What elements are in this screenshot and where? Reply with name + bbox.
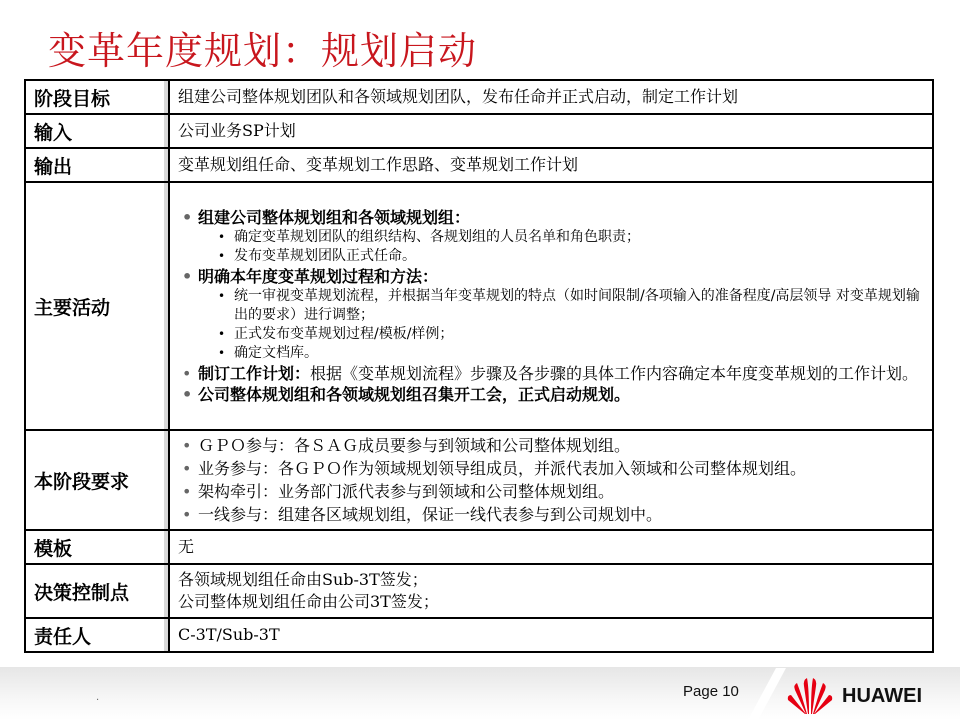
owner-value: C-3T/Sub-3T — [169, 618, 933, 652]
activities-list — [178, 207, 928, 405]
list-item: • 确定文档库。 — [178, 344, 928, 363]
table-row — [25, 80, 933, 114]
footer-slash-decoration — [746, 668, 786, 720]
requirements-label: 本阶段要求 — [25, 430, 169, 530]
list-item: • 确定变革规划团队的组织结构、各规划组的人员名单和角色职责； — [178, 228, 928, 247]
plan-heading: 制订工作计划： — [198, 364, 311, 383]
template-value: 无 — [169, 530, 933, 564]
list-item: • 业务参与：各ＧＰＯ作为领域规划领导组成员，并派代表加入领域和公司整体规划组。 — [178, 457, 928, 480]
table-row — [25, 148, 933, 182]
list-item — [178, 363, 928, 384]
list-item: • 明确本年度变革规划过程和方法： — [178, 266, 928, 287]
decision-value — [169, 564, 933, 618]
plan-text: 根据《变革规划流程》步骤及各步骤的具体工作内容确定本年度变革规划的工作计划。 — [310, 364, 919, 383]
decision-line-2: 公司整体规划组任命由公司3T签发； — [178, 592, 439, 611]
owner-label: 责任人 — [25, 618, 169, 652]
input-value: 公司业务SP计划 — [169, 114, 933, 148]
goal-value: 组建公司整体规划团队和各领域规划团队，发布任命并正式启动，制定工作计划 — [169, 80, 933, 114]
page-title: 变革年度规划：规划启动 — [48, 29, 478, 73]
stage-table — [24, 79, 934, 653]
requirements-list — [178, 434, 928, 526]
list-item: • 发布变革规划团队正式任命。 — [178, 247, 928, 266]
list-item: • 架构牵引：业务部门派代表参与到领域和公司整体规划组。 — [178, 480, 928, 503]
list-item: • 统一审视变革规划流程，并根据当年变革规划的特点（如时间限制/各项输入的准备程度/高层领导 对变革规划输出的要求）进行调整； — [178, 287, 928, 325]
goal-label: 阶段目标 — [25, 80, 169, 114]
decision-label: 决策控制点 — [25, 564, 169, 618]
activities-value — [169, 182, 933, 430]
table-row — [25, 618, 933, 652]
activities-label: 主要活动 — [25, 182, 169, 430]
table-row — [25, 114, 933, 148]
list-item: • 组建公司整体规划组和各领域规划组： — [178, 207, 928, 228]
table-row — [25, 182, 933, 430]
output-value: 变革规划组任命、变革规划工作思路、变革规划工作计划 — [169, 148, 933, 182]
page-number: Page 10 — [683, 683, 739, 700]
input-label: 输入 — [25, 114, 169, 148]
table-row — [25, 564, 933, 618]
huawei-logo-icon — [786, 676, 834, 716]
output-label: 输出 — [25, 148, 169, 182]
decision-line-1: 各领域规划组任命由Sub-3T签发； — [178, 570, 428, 589]
brand-name: HUAWEI — [842, 685, 922, 707]
footer-dot: . — [96, 692, 100, 703]
requirements-value — [169, 430, 933, 530]
list-item: • 一线参与：组建各区域规划组，保证一线代表参与到公司规划中。 — [178, 503, 928, 526]
list-item: • 公司整体规划组和各领域规划组召集开工会，正式启动规划。 — [178, 384, 928, 405]
table-row — [25, 530, 933, 564]
list-item: • 正式发布变革规划过程/模板/样例； — [178, 325, 928, 344]
table-row — [25, 430, 933, 530]
template-label: 模板 — [25, 530, 169, 564]
list-item: • ＧＰＯ参与：各ＳＡＧ成员要参与到领域和公司整体规划组。 — [178, 434, 928, 457]
